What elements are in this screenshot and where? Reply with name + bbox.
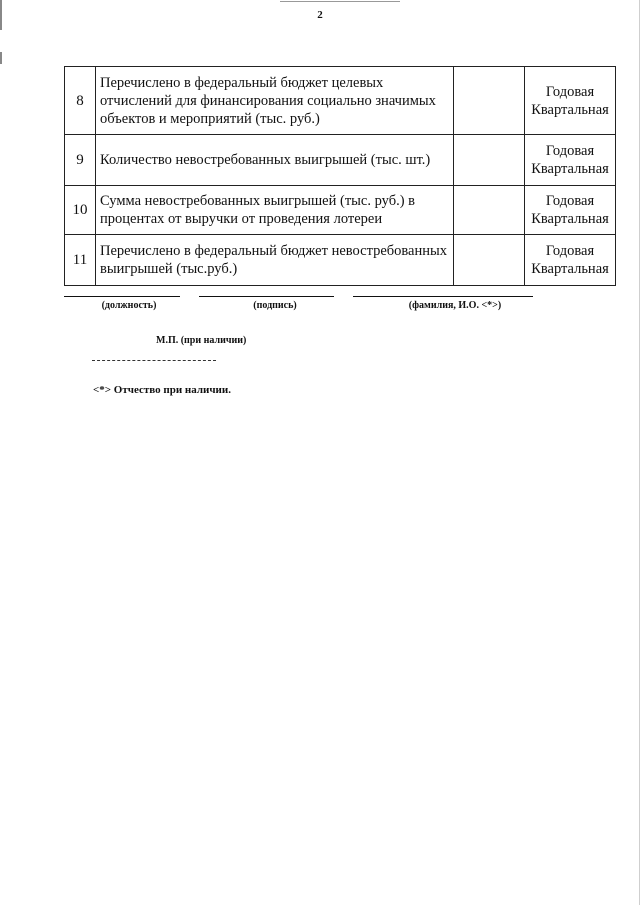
periodicity-cell xyxy=(525,186,616,235)
scan-edge-mark xyxy=(0,0,2,30)
top-edge-line xyxy=(280,1,400,2)
row-description: Перечислено в федеральный бюджет невостребованных выигрышей (тыс.руб.) xyxy=(96,235,454,286)
scan-edge-mark xyxy=(0,52,2,64)
table-row xyxy=(65,186,616,235)
indicators-table xyxy=(64,66,616,286)
value-cell xyxy=(454,135,525,186)
periodicity-cell xyxy=(525,235,616,286)
periodicity-quarterly: Квартальная xyxy=(531,211,609,227)
row-number: 9 xyxy=(65,135,96,186)
value-cell xyxy=(454,186,525,235)
periodicity-quarterly: Квартальная xyxy=(531,261,609,277)
position-signature-line xyxy=(64,296,180,297)
position-caption: (должность) xyxy=(101,300,157,311)
page-number: 2 xyxy=(317,9,323,21)
name-caption: (фамилия, И.О. <*>) xyxy=(408,300,502,311)
value-cell xyxy=(454,67,525,135)
periodicity-annual: Годовая xyxy=(545,193,595,209)
row-description: Количество невостребованных выигрышей (тыс. шт.) xyxy=(96,135,454,186)
periodicity-quarterly: Квартальная xyxy=(531,101,609,118)
footnote-divider xyxy=(92,360,216,361)
periodicity-quarterly: Квартальная xyxy=(531,161,609,177)
row-number: 10 xyxy=(65,186,96,235)
row-number: 8 xyxy=(65,67,96,135)
stamp-note: М.П. (при наличии) xyxy=(156,335,247,346)
row-description: Сумма невостребованных выигрышей (тыс. руб.) в процентах от выручки от проведения лотереи xyxy=(96,186,454,235)
periodicity-annual: Годовая xyxy=(545,83,595,100)
row-description: Перечислено в федеральный бюджет целевых отчислений для финансирования социально значимых объектов и мероприятий (тыс. руб.) xyxy=(96,67,454,135)
table-row xyxy=(65,67,616,135)
periodicity-annual: Годовая xyxy=(545,243,595,259)
footnote-text: <*> Отчество при наличии. xyxy=(93,384,231,396)
periodicity-cell xyxy=(525,67,616,135)
signature-caption: (подпись) xyxy=(253,300,297,311)
periodicity-annual: Годовая xyxy=(545,143,595,159)
signature-line xyxy=(199,296,334,297)
value-cell xyxy=(454,235,525,286)
periodicity-cell xyxy=(525,135,616,186)
table-row xyxy=(65,235,616,286)
table-row xyxy=(65,135,616,186)
row-number: 11 xyxy=(65,235,96,286)
name-signature-line xyxy=(353,296,533,297)
